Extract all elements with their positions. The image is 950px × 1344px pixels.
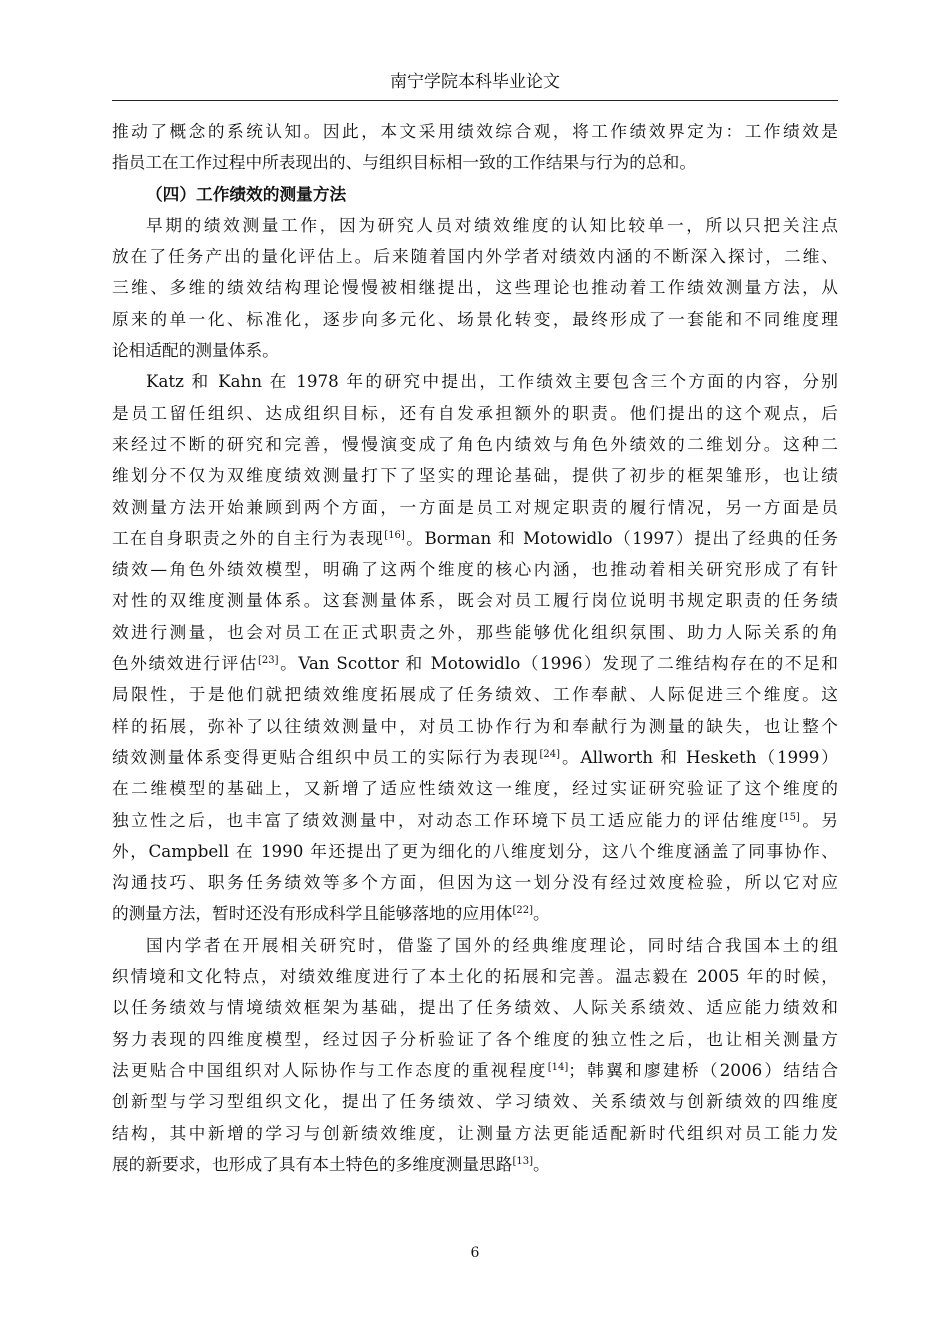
paragraph-line: 在二维模型的基础上，又新增了适应性绩效这一维度，经过实证研究验证了这个维度的	[112, 778, 838, 799]
paragraph-line: 论相适配的测量体系。	[112, 340, 279, 361]
paragraph-line: 工在自身职责之外的自主行为表现[16]。Borman 和 Motowidlo（1997）提出了经典的任务	[112, 527, 838, 548]
paragraph-line: 创新型与学习型组织文化，提出了任务绩效、学习绩效、关系绩效与创新绩效的四维度	[112, 1091, 838, 1112]
paragraph-line: 法更贴合中国组织对人际协作与工作态度的重视程度[14]；韩翼和廖建桥（2006）结结合	[112, 1059, 838, 1080]
paragraph-line: 绩效—角色外绩效模型，明确了这两个维度的核心内涵，也推动着相关研究形成了有针	[112, 559, 838, 580]
paragraph-line: 样的拓展，弥补了以往绩效测量中，对员工协作行为和奉献行为测量的缺失，也让整个	[112, 715, 838, 736]
paragraph-line: 以任务绩效与情境绩效框架为基础，提出了任务绩效、人际关系绩效、适应能力绩效和	[112, 997, 838, 1018]
section-heading: （四）工作绩效的测量方法	[146, 183, 347, 204]
paragraph-line: Katz 和 Kahn 在 1978 年的研究中提出，工作绩效主要包含三个方面的内容，分别	[146, 371, 838, 392]
paragraph-line: 效进行测量，也会对员工在正式职责之外，那些能够优化组织氛围、助力人际关系的角	[112, 621, 838, 642]
citation: [22]	[512, 905, 534, 917]
paragraph-line: 结构，其中新增的学习与创新绩效维度，让测量方法更能适配新时代组织对员工能力发	[112, 1122, 838, 1143]
citation: [13]	[512, 1155, 534, 1167]
paragraph-line: 对性的双维度测量体系。这套测量体系，既会对员工履行岗位说明书规定职责的任务绩	[112, 590, 838, 611]
paragraph-line: 原来的单一化、标准化，逐步向多元化、场景化转变，最终形成了一套能和不同维度理	[112, 308, 838, 329]
paragraph-line: 早期的绩效测量工作，因为研究人员对绩效维度的认知比较单一，所以只把关注点	[146, 214, 838, 235]
paragraph-line: 指员工在工作过程中所表现出的、与组织目标相一致的工作结果与行为的总和。	[112, 152, 697, 173]
citation: [23]	[258, 655, 279, 667]
citation: [15]	[779, 811, 800, 823]
paragraph-line: 是员工留任组织、达成组织目标，还有自发承担额外的职责。他们提出的这个观点，后	[112, 402, 838, 423]
paragraph-line: 外，Campbell 在 1990 年还提出了更为细化的八维度划分，这八个维度涵盖了同事协作、	[112, 840, 838, 861]
paragraph-line: 的测量方法，暂时还没有形成科学且能够落地的应用体[22]。	[112, 903, 550, 924]
paragraph-line: 三维、多维的绩效结构理论慢慢被相继提出，这些理论也推动着工作绩效测量方法，从	[112, 277, 838, 298]
paragraph-line: 沟通技巧、职务任务绩效等多个方面，但因为这一划分没有经过效度检验，所以它对应	[112, 872, 838, 893]
citation: [16]	[384, 529, 405, 541]
paragraph-line: 来经过不断的研究和完善，慢慢演变成了角色内绩效与角色外绩效的二维划分。这种二	[112, 433, 838, 454]
paragraph-line: 局限性，于是他们就把绩效维度拓展成了任务绩效、工作奉献、人际促进三个维度。这	[112, 684, 838, 705]
paragraph-line: 独立性之后，也丰富了绩效测量中，对动态工作环境下员工适应能力的评估维度[15]。另	[112, 809, 838, 830]
paragraph-line: 展的新要求，也形成了具有本土特色的多维度测量思路[13]。	[112, 1153, 550, 1174]
paragraph-line: 国内学者在开展相关研究时，借鉴了国外的经典维度理论，同时结合我国本土的组	[146, 934, 838, 955]
paragraph-line: 推动了概念的系统认知。因此，本文采用绩效综合观，将工作绩效界定为：工作绩效是	[112, 121, 838, 141]
paragraph-line: 放在了任务产出的量化评估上。后来随着国内外学者对绩效内涵的不断深入探讨，二维、	[112, 246, 838, 267]
paragraph-line: 努力表现的四维度模型，经过因子分析验证了各个维度的独立性之后，也让相关测量方	[112, 1028, 838, 1049]
citation: [24]	[539, 748, 561, 760]
paragraph-line: 维划分不仅为双维度绩效测量打下了坚实的理论基础，提供了初步的框架雏形，也让绩	[112, 465, 838, 486]
paragraph-line: 织情境和文化特点，对绩效维度进行了本土化的拓展和完善。温志毅在 2005 年的时候，	[112, 966, 838, 987]
page-number: 6	[470, 1245, 480, 1261]
body-text	[112, 116, 838, 1180]
header-rule	[112, 100, 838, 101]
paragraph-line: 效测量方法开始兼顾到两个方面，一方面是员工对规定职责的履行情况，另一方面是员	[112, 496, 838, 517]
paragraph-line: 色外绩效进行评估[23]。Van Scottor 和 Motowidlo（1996）发现了二维结构存在的不足和	[112, 653, 838, 674]
citation: [14]	[547, 1061, 569, 1073]
paragraph-line: 绩效测量体系变得更贴合组织中员工的实际行为表现[24]。Allworth 和 Hesketh（1999）	[112, 746, 838, 767]
running-header: 南宁学院本科毕业论文	[390, 72, 560, 92]
